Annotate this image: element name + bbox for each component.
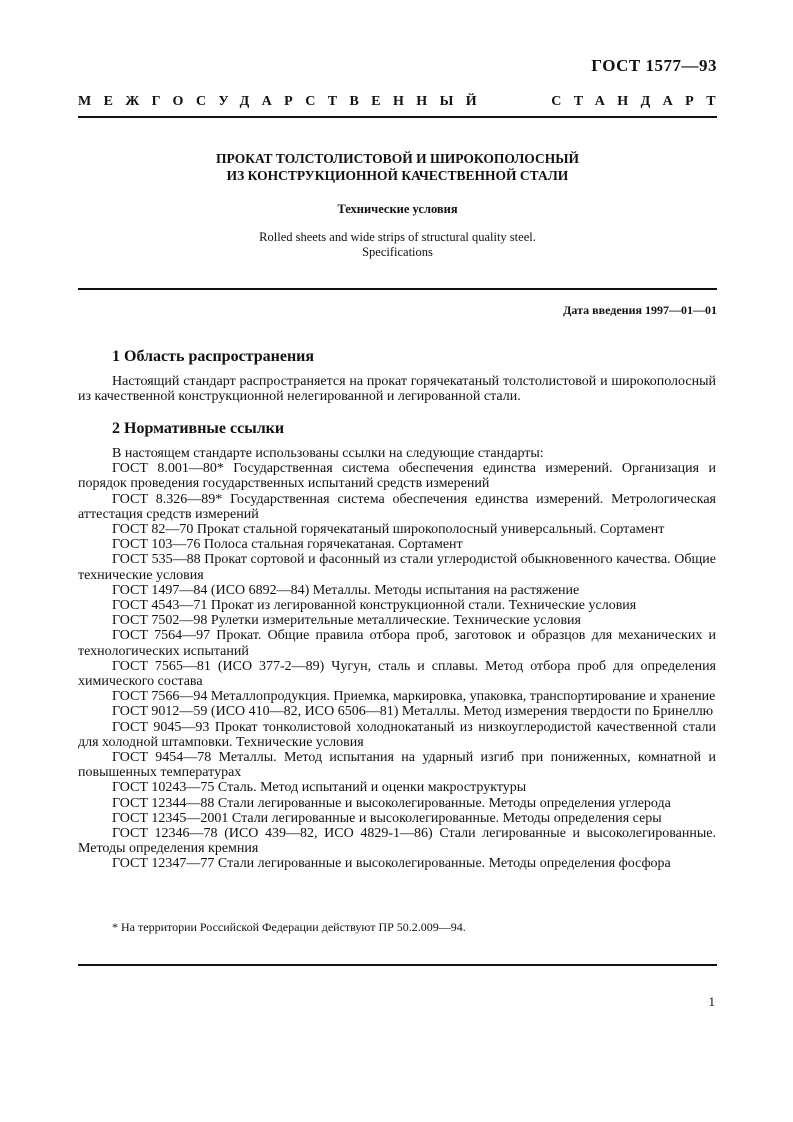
reference-item: ГОСТ 12345—2001 Стали легированные и высоколегированные. Методы определения серы xyxy=(112,810,662,826)
reference-item: ГОСТ 7564—97 Прокат. Общие правила отбора проб, заготовок и образцов для механических и технологических испытаний xyxy=(78,628,716,659)
section-heading-references: 2 Нормативные ссылки xyxy=(112,420,285,437)
english-title-line-1: Rolled sheets and wide strips of structural quality steel. xyxy=(259,230,536,244)
reference-item: ГОСТ 7565—81 (ИСО 377-2—89) Чугун, сталь и сплавы. Метод отбора проб для определения химического состава xyxy=(78,658,716,690)
footer-divider xyxy=(78,964,717,966)
reference-item: ГОСТ 82—70 Прокат стальной горячекатаный широкополосный универсальный. Сортамент xyxy=(112,522,665,538)
reference-item: ГОСТ 12344—88 Стали легированные и высоколегированные. Методы определения углерода xyxy=(112,795,671,811)
title-line-1: ПРОКАТ ТОЛСТОЛИСТОВОЙ И ШИРОКОПОЛОСНЫЙ xyxy=(216,151,579,166)
paragraph: Настоящий стандарт распространяется на прокат горячекатаный толстолистовой и широкополосный из качественной конструкционной нелегированной и легированной стали. xyxy=(78,374,716,405)
document-number: ГОСТ 1577—93 xyxy=(591,56,717,75)
reference-item: ГОСТ 8.326—89* Государственная система обеспечения единства измерений. Метрологическая аттестация средств измерений xyxy=(78,491,716,522)
reference-item: ГОСТ 12346—78 (ИСО 439—82, ИСО 4829-1—86) Стали легированные и высоколегированные. Методы определения кремния xyxy=(78,826,716,857)
standard-type-word-1: МЕЖГОСУДАРСТВЕННЫЙ xyxy=(78,94,490,109)
english-title xyxy=(78,230,717,260)
reference-item: ГОСТ 8.001—80* Государственная система обеспечения единства измерений. Организация и порядок проведения государственных испытаний средств измерений xyxy=(78,461,716,492)
header-divider xyxy=(78,116,717,118)
reference-item: ГОСТ 7566—94 Металлопродукция. Приемка, маркировка, упаковка, транспортирование и хранение xyxy=(112,689,716,705)
reference-item: ГОСТ 535—88 Прокат сортовой и фасонный из стали углеродистой обыкновенного качества. Общие технические условия xyxy=(78,552,716,583)
reference-item: ГОСТ 103—76 Полоса стальная горячекатаная. Сортамент xyxy=(112,537,463,553)
reference-item: ГОСТ 9045—93 Прокат тонколистовой холоднокатаный из низкоуглеродистой качественной стали для холодной штамповки. Технические условия xyxy=(78,719,716,750)
reference-item: ГОСТ 12347—77 Стали легированные и высоколегированные. Методы определения фосфора xyxy=(112,856,671,872)
reference-item: ГОСТ 9454—78 Металлы. Метод испытания на ударный изгиб при пониженных, комнатной и повышенных температурах xyxy=(78,750,716,781)
standard-type-banner xyxy=(78,94,728,110)
title-divider xyxy=(78,288,717,290)
reference-item: ГОСТ 4543—71 Прокат из легированной конструкционной стали. Технические условия xyxy=(112,598,637,614)
section-heading-scope: 1 Область распространения xyxy=(112,348,315,365)
footnote: * На территории Российской Федерации действуют ПР 50.2.009—94. xyxy=(112,920,466,934)
document-title xyxy=(78,150,717,184)
reference-item: ГОСТ 7502—98 Рулетки измерительные металлические. Технические условия xyxy=(112,613,581,629)
introduction-date: Дата введения 1997—01—01 xyxy=(563,303,717,317)
reference-item: ГОСТ 1497—84 (ИСО 6892—84) Металлы. Методы испытания на растяжение xyxy=(112,582,580,598)
title-line-2: ИЗ КОНСТРУКЦИОННОЙ КАЧЕСТВЕННОЙ СТАЛИ xyxy=(226,168,569,183)
paragraph: В настоящем стандарте использованы ссылки на следующие стандарты: xyxy=(112,446,544,461)
reference-item: ГОСТ 10243—75 Сталь. Метод испытаний и оценки макроструктуры xyxy=(112,780,527,796)
document-subtitle: Технические условия xyxy=(337,202,458,216)
english-title-line-2: Specifications xyxy=(362,245,433,259)
section-body-references xyxy=(78,446,716,872)
section-body-scope xyxy=(78,374,716,404)
standard-type-word-2: СТАНДАРТ xyxy=(551,94,728,109)
page-number: 1 xyxy=(708,994,715,1009)
reference-item: ГОСТ 9012—59 (ИСО 410—82, ИСО 6506—81) Металлы. Метод измерения твердости по Бринеллю xyxy=(112,704,714,720)
